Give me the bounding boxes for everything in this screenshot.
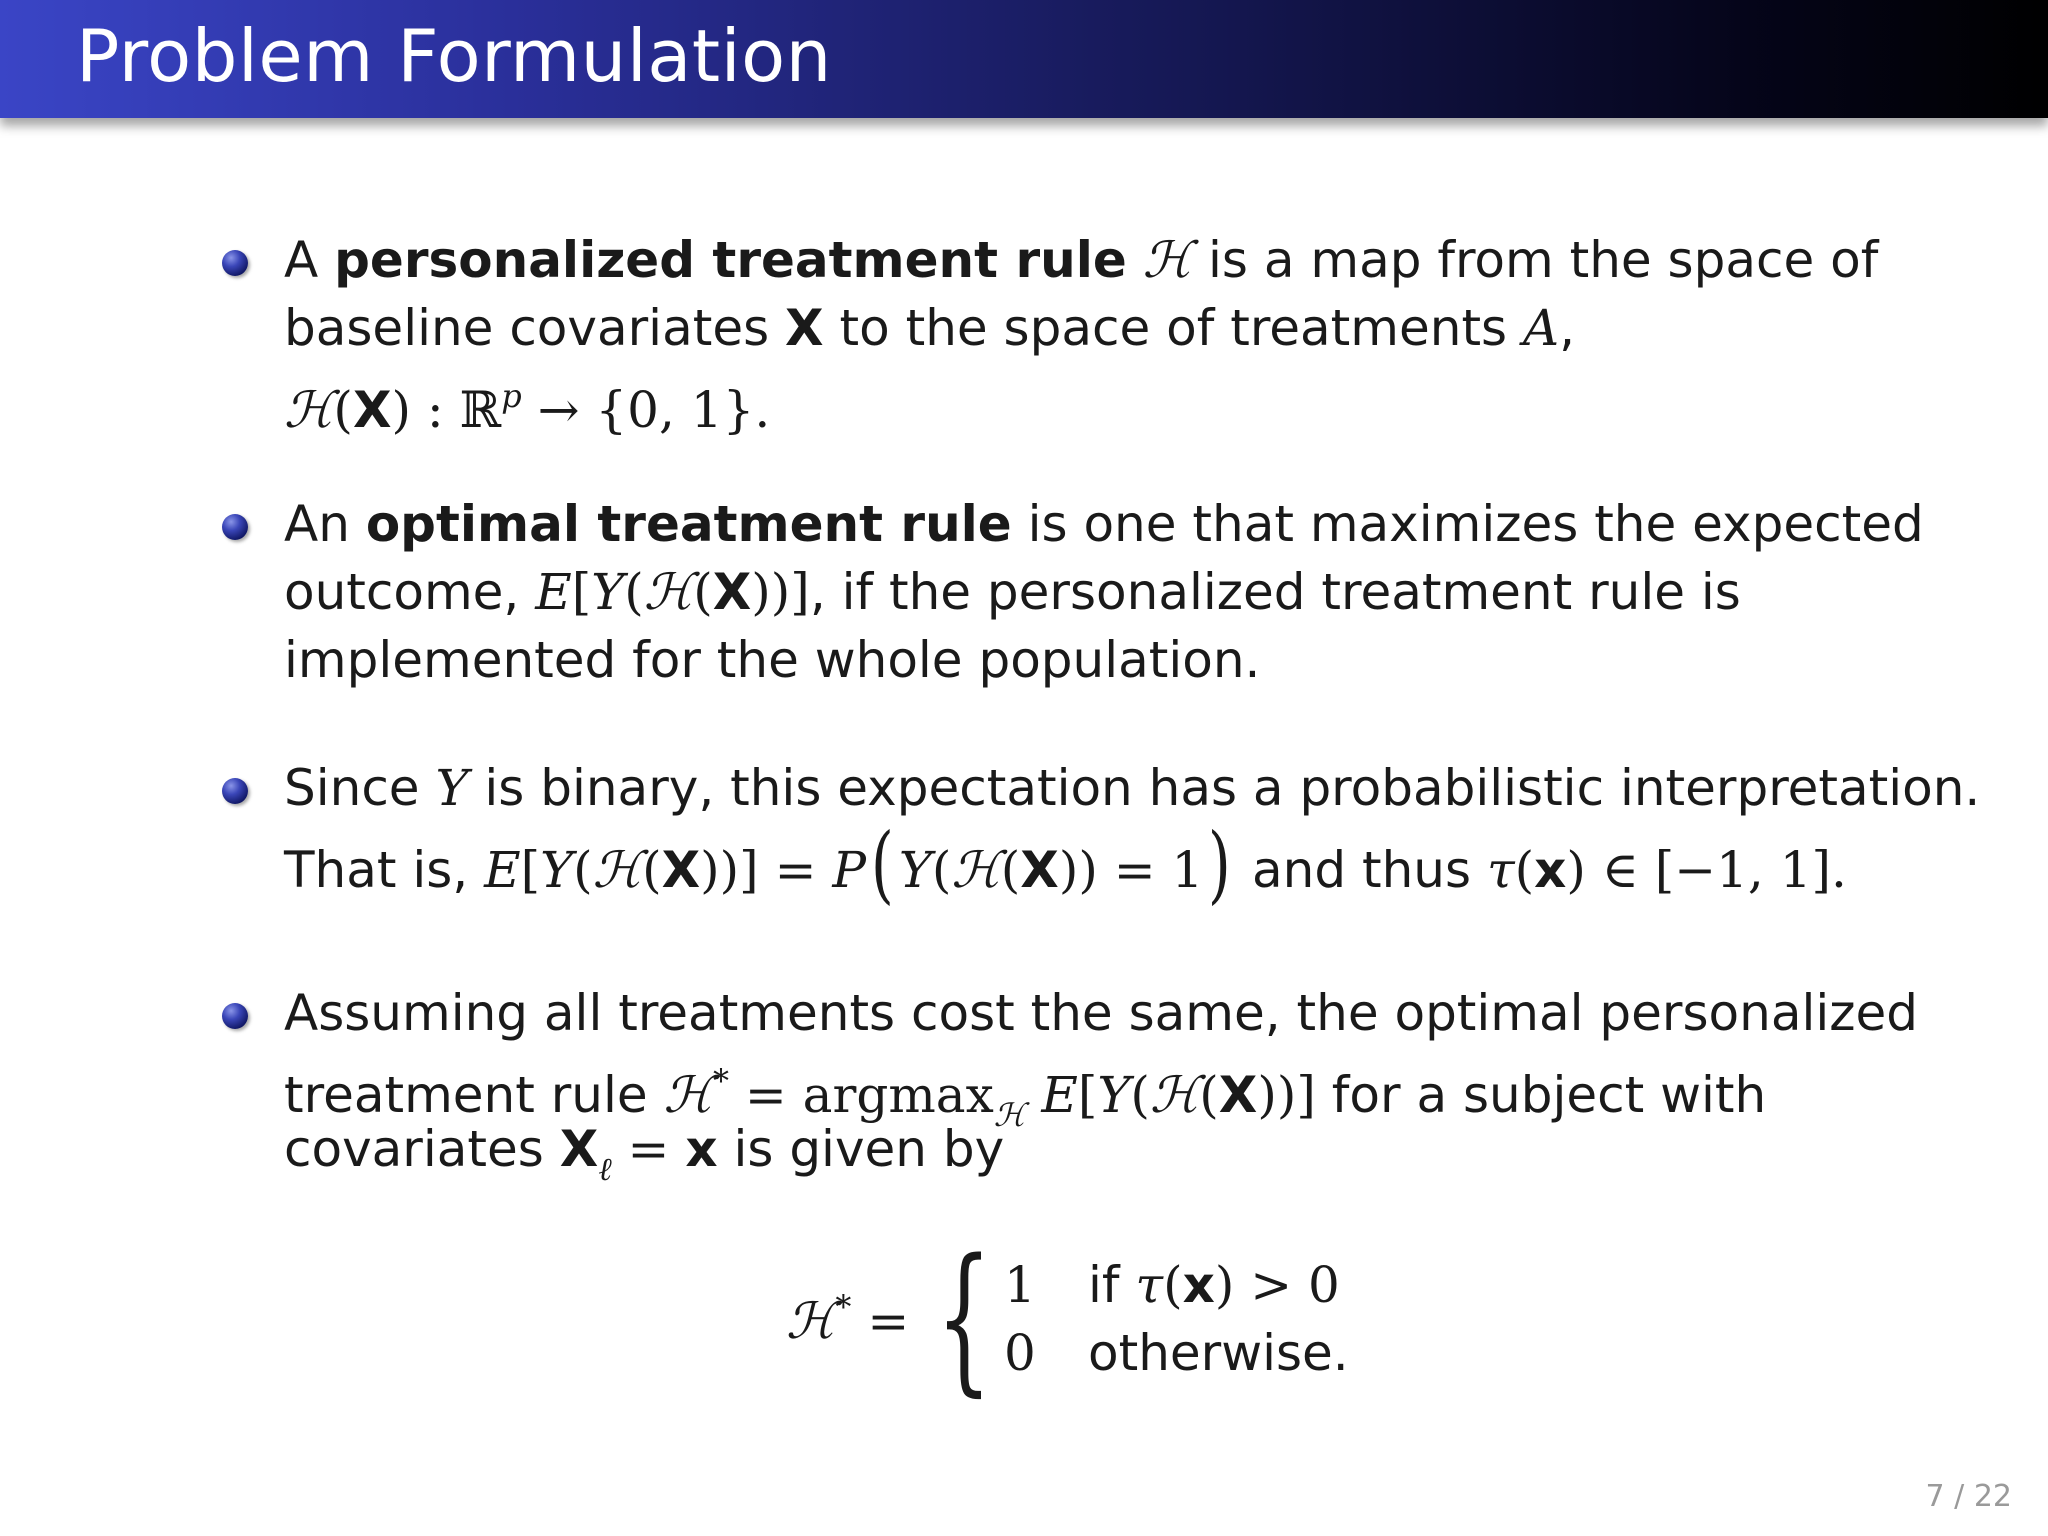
bullet-2 [284, 490, 1924, 694]
bullet-4-line-1: Assuming all treatments cost the same, the optimal personalized [284, 984, 1918, 1042]
slide-title: Problem Formulation [76, 14, 832, 98]
bullet-3 [284, 754, 1981, 913]
bullet-4 [284, 979, 1918, 1188]
cases-brace: { [936, 1224, 992, 1411]
bullet-icon [222, 514, 248, 540]
bullet-icon [222, 250, 248, 276]
bullet-3-line-1: Since Y is binary, this expectation has a probabilistic interpretation. [284, 759, 1981, 817]
case-row-2: 0 otherwise. [1004, 1324, 1349, 1382]
bullet-4-line-3: covariates $X_\ell = x$ is given by [284, 1120, 1005, 1188]
page-number: 7 / 22 [1925, 1479, 2012, 1514]
optimal-rule-equation [786, 1224, 1386, 1411]
bullet-1-line-3: ℋ(X) : ℝ$^p$ → {0, 1}. [284, 377, 771, 439]
bullet-1 [284, 226, 1879, 439]
bullet-icon [222, 1003, 248, 1029]
bullet-4-line-2: treatment rule ℋ* = argmax$_ℋ$ E[Y(ℋ(X))] for a subject with [284, 1062, 1767, 1134]
bullet-2-line-2: outcome, E[Y(ℋ(X))], if the personalized treatment rule is [284, 563, 1741, 621]
term-optimal-treatment-rule: optimal treatment rule [365, 495, 1012, 553]
bullet-3-line-2: That is, E[Y(ℋ(X))] = P(Y(ℋ(X)) = 1) and thus τ(x) ∈ [−1, 1]. [284, 815, 1847, 913]
bullet-icon [222, 778, 248, 804]
bullet-2-line-1: An optimal treatment rule is one that maximizes the expected [284, 495, 1924, 553]
term-personalized-treatment-rule: personalized treatment rule [334, 231, 1127, 289]
bullet-2-line-3: implemented for the whole population. [284, 631, 1261, 689]
bullet-1-line-1: A personalized treatment rule ℋ is a map from the space of [284, 231, 1879, 289]
equation-lhs: ℋ* = [786, 1288, 910, 1350]
bullet-1-line-2: baseline covariates X to the space of treatments A, [284, 299, 1576, 357]
case-row-1: 1 if τ(x) > 0 [1004, 1256, 1340, 1314]
